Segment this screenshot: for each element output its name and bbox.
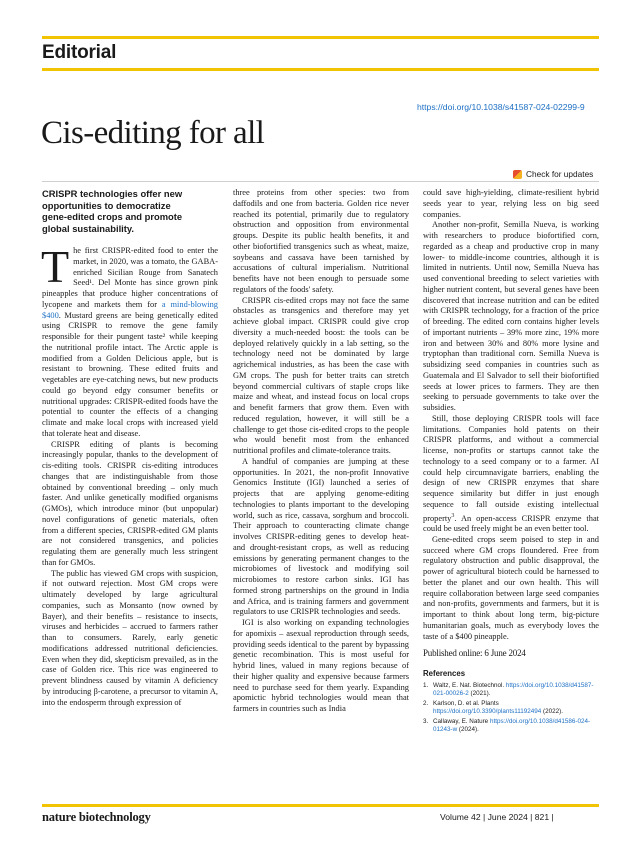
doi-link[interactable]: https://doi.org/10.1038/s41587-024-02299-9: [417, 102, 585, 112]
standfirst: CRISPR technologies offer new opportunities to democratize gene-edited crops and promote global sustainability.: [42, 188, 183, 234]
crossmark-icon: [513, 170, 522, 179]
paragraph: Another non-profit, Semilla Nueva, is working with researchers to produce biofortified corn, regarded as a cheap and productive crop in many lower- to middle-income countries, although it is limited in nutrients. Until now, Semilla Nueva has used conventional breeding to select varieties with higher nutrient content, but several genes have been discovered that increase nutrition and can be edited with CRISPR technology, for a fraction of the price of breeding. The edited corn contains higher levels of important nutrients – 39% more zinc, 19% more iron and between 30% and 80% more lysine and tryptophan than traditional corn. Semilla Nueva is subsidizing seed companies in countries such as Guatemala and El Salvador to sell their biofortified seeds at lower prices to farmers. They are then seeking to persuade governments to take over the subsidies.: [423, 220, 599, 412]
header-rule-top: [42, 36, 599, 39]
title-divider: [42, 181, 599, 182]
column-1: [42, 188, 218, 708]
reference-citation: Waltz, E. Nat. Biotechnol.: [433, 681, 506, 689]
paragraph-text: . An open-access CRISPR enzyme that could be used freely might be an even better tool.: [423, 513, 599, 534]
reference-link[interactable]: https://doi.org/10.3390/plants11192494: [433, 707, 542, 715]
header-rule-bottom: [42, 68, 599, 71]
reference-text: [433, 700, 599, 716]
paragraph: The public has viewed GM crops with suspicion, if not outward rejection. Most GM crops were ultimately developed by large agricultural companies, such as Monsanto (now owned by Bayer), and their benefits – resistance to insects, viruses and herbicides – accrued to farmers rather than to consumers. Rarely, early genetic modifications addressed nutritional deficiencies. Even when they did, skepticism prevailed, as in the case of Golden rice. This rice was engineered to prevent blindness caused by vitamin A deficiency by introducing β-carotene, a precursor to vitamin A, into the endosperm through expression of: [42, 568, 218, 707]
paragraph-text: . Mustard greens are being genetically edited using CRISPR to remove the gene family responsible for their pungent taste² while keeping the nutritional profile intact. The Arctic apple is modified from a Golden Delicious apple, but is resistant to browning. These edited fruits and vegetables are eye-catching news, but new products could go beyond edgy consumer benefits or nutritional upgrades: CRISPR-edited foods have the potential to counter the effects of a changing climate and make local crops with increased yield that tolerate heat and disease.: [42, 310, 218, 438]
published-date: Published online: 6 June 2024: [423, 648, 526, 659]
paragraph: CRISPR cis-edited crops may not face the same obstacles as transgenics and therefore may yet achieve global impact. CRISPR could give crop diversity a much-needed boost: the tools can be deployed relatively quickly in a lab setting, so the technology need not be dominated by large agrichemical industries, as has been the case with GM crops. The push for better traits can stretch beyond commercial cultivars of staple crops like maize and wheat, and instead focus on local crops and benefit farmers that grow them. Even with reduced regulation, however, it will still be a challenge to get those cis-edited crops to the people who would benefit most from the enhanced nutritional profiles and climate-tolerance traits.: [233, 295, 409, 455]
reference-year: (2022).: [541, 707, 564, 715]
section-kicker: Editorial: [42, 42, 117, 63]
check-updates-label: Check for updates: [526, 169, 594, 179]
reference-number: 1.: [423, 681, 429, 689]
paragraph: could save high-yielding, climate-resilient hybrid seeds year to year, relying less on big seed companies.: [423, 188, 599, 219]
reference-citation: Karlson, D. et al. Plants: [433, 699, 499, 707]
reference-year: (2021).: [468, 689, 491, 697]
check-updates-button[interactable]: [513, 169, 593, 179]
article-title: Cis-editing for all: [41, 115, 265, 151]
paragraph: three proteins from other species: two from daffodils and one from bacteria. Golden rice never reached its potential, primarily due to regulatory obstruction and opposition from environmental groups. Despite its public health benefits, it and other biofortified transgenics such as wheat, maize, soybeans and cassava have been tarnished by accusations of cultural imperialism. Nutritional benefits have not been enough to persuade some regulators of the foods' safety.: [233, 188, 409, 294]
paragraph: A handful of companies are jumping at these opportunities. In 2021, the non-profit Innovative Genomics Institute (IGI) launched a series of projects that are applying genome-editing technologies to plants important to the developing world, such as rice, cassava, sorghum and broccoli. Their approach to counteracting climate change involves CRISPR-editing genes to develop heat- and drought-resistant crops, as well as reducing emissions by generating permanent changes to the microbiomes of livestock and modifying soil microbiomes to restore carbon sinks. IGI has formed strong partnerships on the ground in India and Africa, and is training farmers and government regulators to use CRISPR technologies and seeds.: [233, 456, 409, 617]
reference-link[interactable]: https://doi.org/10.1038/d41587-021-00026-2: [433, 681, 594, 697]
pineapple-link[interactable]: a mind-blowing $400: [42, 299, 218, 320]
reference-year: (2024).: [457, 725, 479, 733]
paragraph: IGI is also working on expanding technologies for apomixis – asexual reproduction through seeds, providing seeds identical to the parent by bypassing genetic recombination. This is most useful for hybrid lines, valued in many regions because of their higher quality and expensive because farmers need to purchase seed for them yearly. Expanding apomictic hybrid technologies would mean that farmers in countries such as India: [233, 618, 409, 713]
journal-name: nature biotechnology: [42, 810, 151, 824]
references-heading: References: [423, 669, 466, 679]
reference-item: [423, 682, 599, 698]
column-2: [233, 188, 409, 715]
paragraph: [41, 241, 218, 440]
citation-superscript[interactable]: 3: [451, 512, 455, 519]
paragraph-text: he first CRISPR-edited food to enter the market, in 2020, was a tomato, the GABA-enriched Sicilian Rouge from Sanatech Seed¹. Del Monte has since grown pink pineapples that produce higher concentrations of lycopene and markets them for: [42, 246, 218, 309]
paragraph-text: Still, those deploying CRISPR tools will face limitations. Companies hold patents on their CRISPR platforms, and without a commercial license, non-profits or startups cannot take the technology to a seed company or to a farmer. AI could help circumnavigate barriers, enabling the design of new CRISPR enzymes that share sequence similarity but differ in just enough sequence to fall outside existing intellectual property: [423, 413, 599, 523]
issue-info: Volume 42 | June 2024 | 821 |: [440, 812, 554, 822]
reference-item: [423, 700, 599, 716]
dropcap: T: [41, 241, 70, 292]
paragraph: CRISPR editing of plants is becoming increasingly popular, thanks to the development of cis-editing tools. CRISPR cis-editing introduces changes that are indistinguishable from those obtained by conventional breeding – only much faster. And unlike genetically modified organisms (GMOs), which introduce minor (but unpopular) novel configurations of genetic materials, often from a different species, CRISPR-edited GM plants are not considered transgenics, and policies regulating them are generally much less stringent than for GMOs.: [42, 439, 218, 567]
reference-citation: Callaway, E. Nature: [433, 717, 490, 725]
reference-text: [433, 718, 599, 734]
column-3: [423, 188, 599, 734]
reference-number: 2.: [423, 699, 429, 707]
reference-number: 3.: [423, 717, 429, 725]
reference-item: [423, 718, 599, 734]
reference-text: [433, 682, 599, 698]
reference-link[interactable]: https://doi.org/10.1038/d41586-024-01243-w: [433, 717, 591, 733]
paragraph: Gene-edited crops seem poised to step in and succeed where GM crops floundered. Free from regulatory obstruction and public disapproval, the power of agricultural biotech could be harnessed to better the planet and our own health. This will require collaboration between large seed companies and non-profits, governments and farmers, but it is important to think about long term, big-picture humanitarian goals, much as everybody loves the taste of a $400 pineapple.: [423, 534, 599, 641]
footer-rule: [42, 804, 599, 807]
paragraph: [423, 414, 599, 535]
